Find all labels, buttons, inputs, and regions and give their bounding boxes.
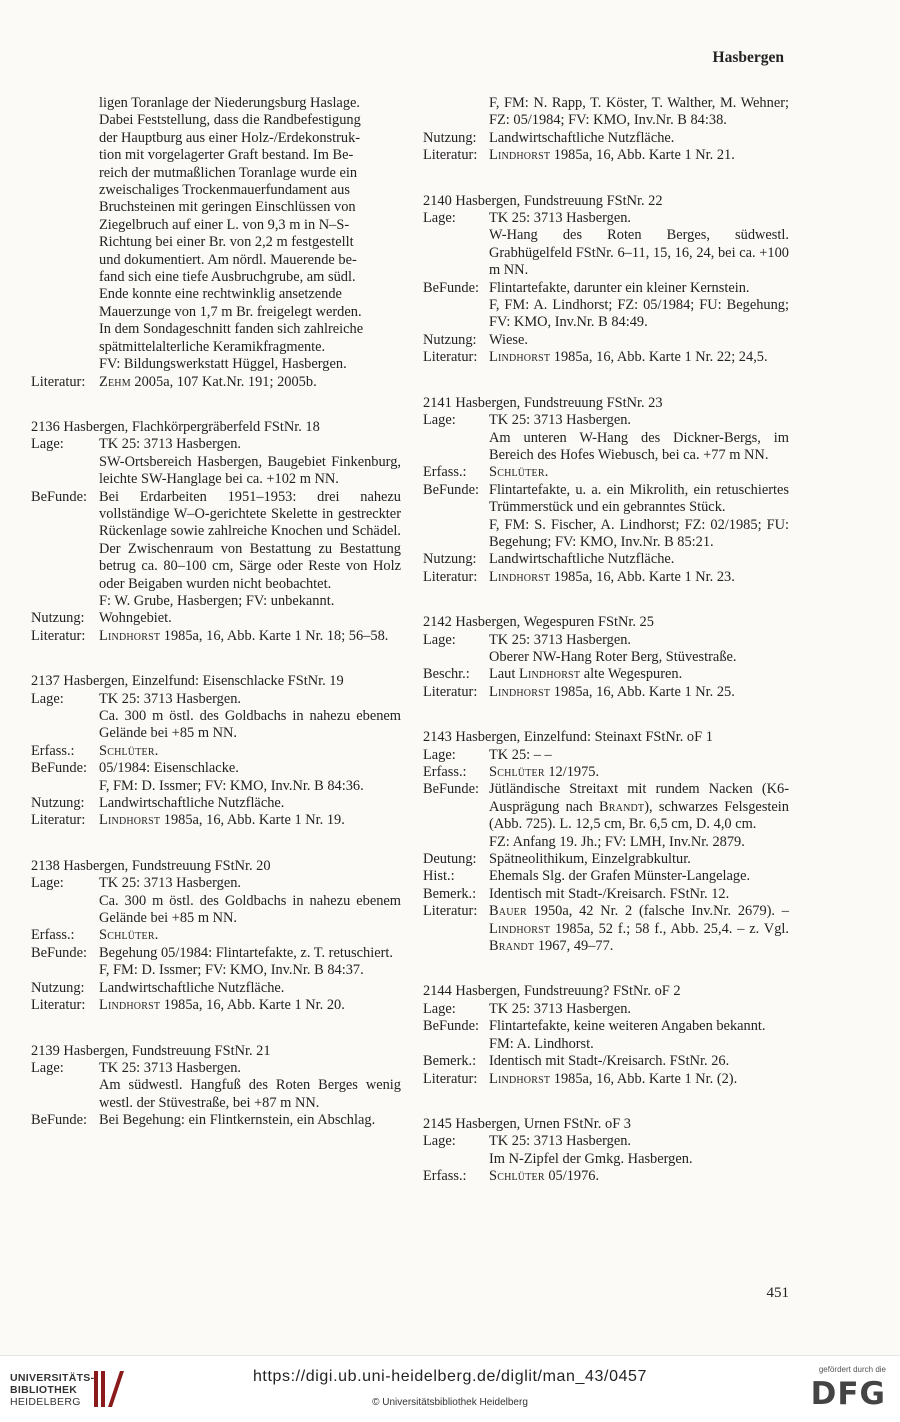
literatur-value: Lindhorst 1985a, 16, Abb. Karte 1 Nr. 19. xyxy=(99,812,345,829)
befunde-value: Bei Erdarbeiten 1951–1953: drei nahezu vollständige W–O-gerichtete Skelette in gestreckter Rückenlage sowie zahlreiche Knochen und Schädel. Der Zwischenraum von Bestattung zu Bestattung betrug ca. 80–100 cm, Särge oder Reste von Holz oder Beigaben wurden nicht beobachtet. F: W. Grube, Hasbergen; FV: unbekannt. xyxy=(99,488,401,609)
entry-2142 xyxy=(423,614,789,701)
nutzung-row xyxy=(423,551,789,568)
erfass-row xyxy=(423,764,789,781)
field-label: Bemerk.: xyxy=(423,885,477,902)
erfass-row xyxy=(31,927,401,944)
entry-2138 xyxy=(31,858,401,1015)
entry-heading: 2145 Hasbergen, Urnen FStNr. oF 3 xyxy=(423,1115,631,1132)
nutzung-value: Landwirtschaftliche Nutzfläche. xyxy=(489,129,675,146)
befunde-row xyxy=(423,280,789,332)
bemerk-row xyxy=(423,1053,789,1070)
literatur-value: Lindhorst 1985a, 16, Abb. Karte 1 Nr. 25. xyxy=(489,683,735,700)
beschr-row xyxy=(423,666,789,683)
befunde-row xyxy=(423,1018,789,1053)
lage-value: TK 25: 3713 Hasbergen. Im N-Zipfel der Gmkg. Hasbergen. xyxy=(489,1133,693,1167)
field-label: Literatur: xyxy=(31,373,86,390)
entry-heading: 2143 Hasbergen, Einzelfund: Steinaxt FStNr. oF 1 xyxy=(423,729,713,746)
text-line: Richtung bei einer Br. von 2,2 m festgestellt xyxy=(99,234,354,251)
field-label: Literatur: xyxy=(31,627,86,644)
field-label: Literatur: xyxy=(31,997,86,1014)
field-label: Literatur: xyxy=(423,349,478,366)
field-label: BeFunde: xyxy=(423,781,479,798)
text-line: In dem Sondageschnitt fanden sich zahlreiche xyxy=(99,321,364,338)
bemerk-row xyxy=(423,886,789,903)
literatur-row xyxy=(423,147,789,164)
field-label: Lage: xyxy=(423,631,456,648)
field-label: Beschr.: xyxy=(423,666,470,683)
continued-entry xyxy=(423,95,789,165)
entry-heading: 2142 Hasbergen, Wegespuren FStNr. 25 xyxy=(423,614,654,631)
befunde-value: Flintartefakte, darunter ein kleiner Kernstein. F, FM: A. Lindhorst; FZ: 05/1984; FU: Begehung; FV: KMO, Inv.Nr. B 84:49. xyxy=(489,279,789,331)
literatur-value: Lindhorst 1985a, 16, Abb. Karte 1 Nr. 22; 24,5. xyxy=(489,349,768,366)
nutzung-row xyxy=(423,332,789,349)
field-label: Deutung: xyxy=(423,851,477,868)
field-label: Nutzung: xyxy=(423,331,477,348)
erfass-value: Schlüter 05/1976. xyxy=(489,1168,600,1185)
nutzung-row xyxy=(31,610,401,627)
erfass-row xyxy=(423,464,789,481)
deutung-value: Spätneolithikum, Einzelgrabkultur. xyxy=(489,851,691,868)
field-label: BeFunde: xyxy=(31,1112,87,1129)
literatur-value: Lindhorst 1985a, 16, Abb. Karte 1 Nr. 23. xyxy=(489,568,735,585)
field-label: Nutzung: xyxy=(31,795,85,812)
entry-heading: 2137 Hasbergen, Einzelfund: Eisenschlacke FStNr. 19 xyxy=(31,673,344,690)
literatur-row xyxy=(31,997,401,1014)
text-line: Dabei Feststellung, dass die Randbefestigung xyxy=(99,112,361,129)
hist-value: Ehemals Slg. der Grafen Münster-Langelage. xyxy=(489,868,751,885)
text-line: ligen Toranlage der Niederungsburg Haslage. xyxy=(99,95,361,111)
text-line: zweischaliges Trockenmauerfundament aus xyxy=(99,182,350,199)
author-name: Lindhorst xyxy=(489,147,551,164)
nutzung-value: Landwirtschaftliche Nutzfläche. xyxy=(99,979,285,996)
literatur-value: Lindhorst 1985a, 16, Abb. Karte 1 Nr. 20. xyxy=(99,997,345,1014)
bemerk-value: Identisch mit Stadt-/Kreisarch. FStNr. 26. xyxy=(489,1053,730,1070)
field-label: Lage: xyxy=(423,1000,456,1017)
field-label: BeFunde: xyxy=(31,488,87,505)
entry-2143 xyxy=(423,729,789,955)
text-line: der Hauptburg aus einer Holz-/Erdekonstruk- xyxy=(99,129,361,146)
field-label: Lage: xyxy=(423,746,456,763)
befunde-row xyxy=(31,1112,401,1129)
field-label: Erfass.: xyxy=(31,742,75,759)
lage-row xyxy=(423,1133,789,1168)
dfg-logo[interactable]: DFG xyxy=(810,1376,886,1412)
literatur-row xyxy=(423,1071,789,1088)
erfass-value: Schlüter. xyxy=(99,742,159,759)
author-name: Lindhorst xyxy=(518,666,581,683)
lage-row xyxy=(423,210,789,280)
entry-heading: 2141 Hasbergen, Fundstreuung FStNr. 23 xyxy=(423,394,663,411)
lage-row xyxy=(423,747,789,764)
lage-value: TK 25: 3713 Hasbergen. Am südwestl. Hangfuß des Roten Berges wenig westl. der Stüvestraße, bei +87 m NN. xyxy=(99,1059,401,1111)
erfass-row xyxy=(31,743,401,760)
text-line: Bruchsteinen mit geringen Einschlüssen von xyxy=(99,199,356,216)
text-line: Ziegelbruch auf einer L. von 9,3 m in N–S- xyxy=(99,216,350,233)
field-label: Erfass.: xyxy=(31,927,75,944)
erfass-value: Schlüter 12/1975. xyxy=(489,764,600,780)
literatur-row xyxy=(423,903,789,955)
footer-bar xyxy=(0,1355,900,1422)
befunde-value: 05/1984: Eisenschlacke. F, FM: D. Issmer; FV: KMO, Inv.Nr. B 84:36. xyxy=(99,760,364,794)
nutzung-row xyxy=(31,795,401,812)
field-label: Literatur: xyxy=(31,812,86,829)
literatur-row xyxy=(31,374,401,391)
field-label: BeFunde: xyxy=(423,481,479,498)
befunde-value: Begehung 05/1984: Flintartefakte, z. T. retuschiert. F, FM: D. Issmer; FV: KMO, Inv.Nr. B 84:37. xyxy=(99,944,393,979)
deutung-row xyxy=(423,851,789,868)
lage-row xyxy=(423,1001,789,1018)
entry-heading: 2139 Hasbergen, Fundstreuung FStNr. 21 xyxy=(31,1042,271,1059)
field-label: Literatur: xyxy=(423,903,478,920)
lage-row xyxy=(31,1060,401,1112)
entry-2144 xyxy=(423,983,789,1087)
entry-2136 xyxy=(31,419,401,645)
logo-line: UNIVERSITÄTS- xyxy=(10,1372,95,1384)
nutzung-row xyxy=(31,980,401,997)
text-line: reich der mutmaßlichen Toranlage wurde ein xyxy=(99,164,358,181)
literatur-value: Lindhorst 1985a, 16, Abb. Karte 1 Nr. (2). xyxy=(489,1070,738,1087)
field-label: BeFunde: xyxy=(423,1018,479,1035)
author-name: Lindhorst xyxy=(489,920,551,937)
page-number: 451 xyxy=(766,1285,789,1301)
field-label: Lage: xyxy=(31,1059,64,1076)
author-name: Lindhorst xyxy=(99,812,161,829)
field-label: Lage: xyxy=(31,690,64,707)
running-head: Hasbergen xyxy=(712,49,784,66)
continued-text: F, FM: N. Rapp, T. Köster, T. Walther, M. Wehner; FZ: 05/1984; FV: KMO, Inv.Nr. B 84:38. xyxy=(489,95,789,129)
permalink-url[interactable]: https://digi.ub.uni-heidelberg.de/diglit/man_43/0457 xyxy=(252,1368,648,1385)
field-label: Erfass.: xyxy=(423,464,467,481)
nutzung-value: Wiese. xyxy=(489,331,528,348)
continued-text xyxy=(31,95,401,374)
hist-row xyxy=(423,868,789,885)
lage-row xyxy=(31,691,401,743)
lage-value: TK 25: 3713 Hasbergen. Oberer NW-Hang Roter Berg, Stüvestraße. xyxy=(489,631,737,665)
lage-value: TK 25: 3713 Hasbergen. Am unteren W-Hang des Dickner-Bergs, im Bereich des Hofes Wiebusch, bei ca. +77 m NN. xyxy=(489,412,789,463)
field-label: Nutzung: xyxy=(423,551,477,568)
befunde-value: Flintartefakte, keine weiteren Angaben bekannt. FM: A. Lindhorst. xyxy=(489,1018,766,1052)
nutzung-value: Landwirtschaftliche Nutzfläche. xyxy=(99,795,285,812)
author-name: Lindhorst xyxy=(489,349,551,366)
field-label: Lage: xyxy=(423,210,456,227)
author-name: Brandt xyxy=(489,938,535,955)
field-label: Lage: xyxy=(423,1133,456,1150)
field-label: Nutzung: xyxy=(31,979,85,996)
text-line: Mauerzunge von 1,7 m Br. freigelegt werden. xyxy=(99,303,362,320)
entry-2145 xyxy=(423,1116,789,1186)
author-name: Bauer xyxy=(489,903,527,920)
literatur-value: Bauer 1950a, 42 Nr. 2 (falsche Inv.Nr. 2679). – Lindhorst 1985a, 52 f.; 58 f., Abb. 25,4. – z. Vgl. Brandt 1967, 49–77. xyxy=(489,903,789,955)
field-label: Literatur: xyxy=(423,568,478,585)
lage-value: TK 25: 3713 Hasbergen. Ca. 300 m östl. des Goldbachs in nahezu ebenem Gelände bei +85 m NN. xyxy=(99,875,401,927)
nutzung-row xyxy=(423,130,789,147)
author-name: Lindhorst xyxy=(489,568,551,585)
literatur-value xyxy=(99,374,401,391)
field-label: Lage: xyxy=(31,875,64,892)
lage-value: TK 25: – – xyxy=(489,746,552,763)
author-name: Schlüter xyxy=(489,1168,545,1185)
entry-heading: 2144 Hasbergen, Fundstreuung? FStNr. oF 2 xyxy=(423,983,681,1000)
bemerk-value: Identisch mit Stadt-/Kreisarch. FStNr. 12. xyxy=(489,885,730,902)
entry-heading: 2140 Hasbergen, Fundstreuung FStNr. 22 xyxy=(423,192,663,209)
text-line: FV: Bildungswerkstatt Hüggel, Hasbergen. xyxy=(99,356,347,373)
entry-2137 xyxy=(31,673,401,830)
field-label: Erfass.: xyxy=(423,1168,467,1185)
literatur-value: Lindhorst 1985a, 16, Abb. Karte 1 Nr. 21. xyxy=(489,147,735,164)
author-name: Brandt xyxy=(599,798,645,815)
befunde-value: Jütländische Streitaxt mit rundem Nacken (K6-Ausprägung nach Brandt), schwarzes Felsgestein (Abb. 725). L. 12,5 cm, Br. 6,5 cm, D. 4,0 cm. FZ: Anfang 19. Jh.; FV: LMH, Inv.Nr. 2879. xyxy=(489,781,789,850)
author-name: Lindhorst xyxy=(99,997,161,1014)
literatur-row xyxy=(31,628,401,645)
erfass-value: Schlüter. xyxy=(99,927,159,944)
lage-value: TK 25: 3713 Hasbergen. Ca. 300 m östl. des Goldbachs in nahezu ebenem Gelände bei +85 m NN. xyxy=(99,690,401,742)
field-label: BeFunde: xyxy=(423,279,479,296)
lage-row xyxy=(31,436,401,488)
author-name: Lindhorst xyxy=(489,1070,551,1087)
field-label: Erfass.: xyxy=(423,764,467,780)
author-name: Schlüter xyxy=(489,764,545,780)
nutzung-value: Wohngebiet. xyxy=(99,610,172,627)
entry-2140 xyxy=(423,193,789,367)
logo-line: BIBLIOTHEK xyxy=(10,1384,78,1396)
literatur-row xyxy=(423,349,789,366)
copyright-notice: © Universitätsbibliothek Heidelberg xyxy=(372,1397,528,1408)
left-column xyxy=(31,95,401,1158)
field-label: Bemerk.: xyxy=(423,1053,477,1070)
author-name: Zehm xyxy=(99,373,131,390)
entry-heading: 2138 Hasbergen, Fundstreuung FStNr. 20 xyxy=(31,857,271,874)
erfass-value: Schlüter. xyxy=(489,464,549,481)
beschr-value: Laut Lindhorst alte Wegespuren. xyxy=(489,666,683,683)
field-label: Literatur: xyxy=(423,1070,478,1087)
lage-row xyxy=(423,632,789,667)
dfg-caption: gefördert durch die xyxy=(818,1365,886,1374)
literatur-row xyxy=(423,684,789,701)
befunde-row xyxy=(31,489,401,611)
right-column xyxy=(423,95,789,1214)
befunde-row xyxy=(31,945,401,980)
befunde-value: Flintartefakte, u. a. ein Mikrolith, ein retuschiertes Trümmerstück und ein gebranntes Stück. F, FM: S. Fischer, A. Lindhorst; FZ: 02/1985; FU: Begehung; FV: KMO, Inv.Nr. B 85:21. xyxy=(489,481,789,550)
befunde-row xyxy=(31,760,401,795)
field-label: Nutzung: xyxy=(423,129,477,146)
literatur-row xyxy=(31,812,401,829)
nutzung-value: Landwirtschaftliche Nutzfläche. xyxy=(489,551,675,568)
text-line: tion mit vorgelagerter Graft bestand. Im Be- xyxy=(99,147,354,164)
continued-entry xyxy=(31,95,401,391)
lage-value: TK 25: 3713 Hasbergen. W-Hang des Roten Berges, südwestl. Grabhügelfeld FStNr. 6–11, 15, 16, 24, bei ca. +100 m NN. xyxy=(489,210,789,279)
literatur-value: Lindhorst 1985a, 16, Abb. Karte 1 Nr. 18; 56–58. xyxy=(99,627,389,644)
field-label: Literatur: xyxy=(423,683,478,700)
entry-2141 xyxy=(423,395,789,586)
text-line: spätmittelalterliche Keramikfragmente. xyxy=(99,338,326,355)
field-label: Literatur: xyxy=(423,147,478,164)
lage-value: TK 25: 3713 Hasbergen. SW-Ortsbereich Hasbergen, Baugebiet Finkenburg, leichte SW-Hanglage bei ca. +102 m NN. xyxy=(99,436,401,488)
author-name: Lindhorst xyxy=(489,683,551,700)
lage-row xyxy=(31,875,401,927)
citation-text: 2005a, 107 Kat.Nr. 191; 2005b. xyxy=(130,373,317,390)
literatur-row xyxy=(423,569,789,586)
field-label: Lage: xyxy=(31,436,64,453)
befunde-row xyxy=(423,482,789,552)
erfass-row xyxy=(423,1168,789,1185)
entry-heading: 2136 Hasbergen, Flachkörpergräberfeld FStNr. 18 xyxy=(31,418,320,435)
text-line: Ende konnte eine rechtwinklig ansetzende xyxy=(99,286,342,303)
lage-value: TK 25: 3713 Hasbergen. xyxy=(489,1000,632,1017)
text-line: fand sich eine tiefe Ausbruchgrube, am südl. xyxy=(99,269,356,286)
befunde-row xyxy=(423,781,789,851)
befunde-value: Bei Begehung: ein Flintkernstein, ein Abschlag. xyxy=(99,1112,376,1129)
text-line: und dokumentiert. Am nördl. Mauerende be- xyxy=(99,251,357,268)
field-label: BeFunde: xyxy=(31,944,87,961)
field-label: BeFunde: xyxy=(31,760,87,777)
field-label: Hist.: xyxy=(423,868,455,885)
lage-row xyxy=(423,412,789,464)
field-label: Lage: xyxy=(423,412,456,429)
author-name: Lindhorst xyxy=(99,627,161,644)
logo-line: HEIDELBERG xyxy=(10,1396,81,1408)
entry-2139 xyxy=(31,1043,401,1130)
field-label: Nutzung: xyxy=(31,610,85,627)
